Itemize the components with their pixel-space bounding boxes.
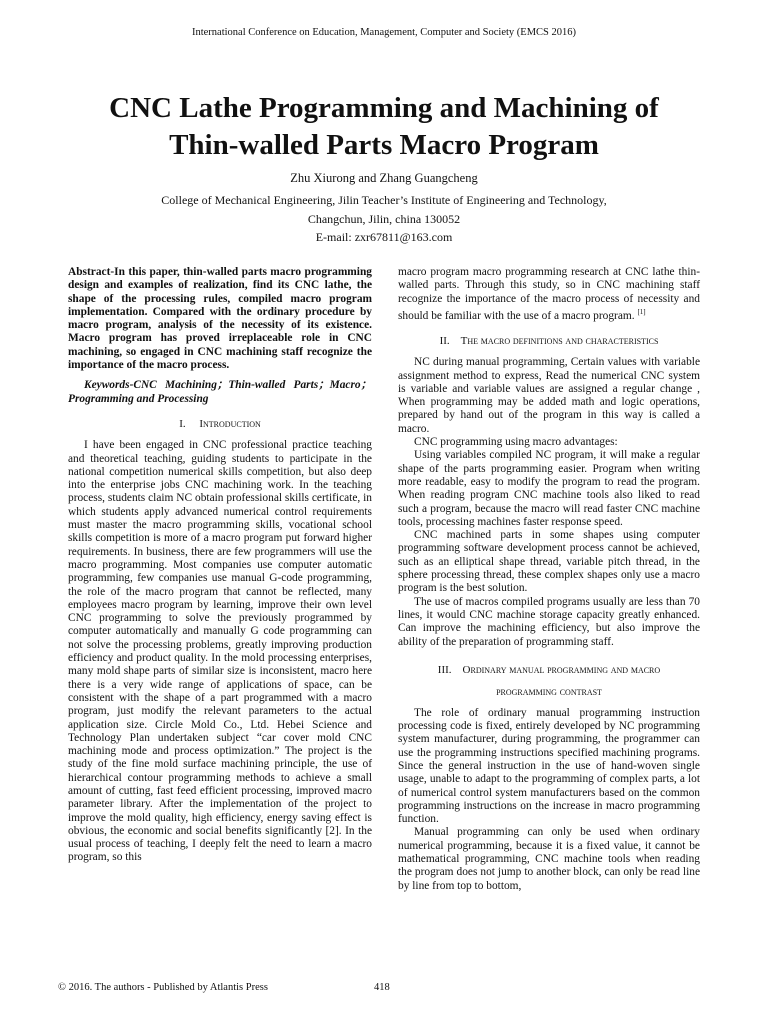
email: E-mail: zxr67811@163.com <box>315 230 453 244</box>
introduction-continued <box>398 266 700 323</box>
copyright-footer: © 2016. The authors - Published by Atlantis Press <box>58 982 268 993</box>
section-1-heading <box>68 418 372 431</box>
section-2-number: II. <box>439 334 450 347</box>
title-line-1: CNC Lathe Programming and Machining of <box>109 92 659 124</box>
section-3-number: III. <box>437 663 452 676</box>
section-2-paragraph-3: Using variables compiled NC program, it will make a regular shape of the parts programming easier. Program when writing more readable, easy to modify the program to read the program. When reading program CNC machine tools also liked to read such a program, because the macro will read faster CNC machine tools, processing machines faster response speed. <box>398 449 700 528</box>
section-1-number: I. <box>179 417 186 430</box>
keywords: Keywords-CNC Machining；Thin-walled Parts；Macro；Programming and Processing <box>68 379 372 405</box>
right-column <box>398 266 700 893</box>
section-2-paragraph-5: The use of macros compiled programs usually are less than 70 lines, it would CNC machine storage capacity greatly enhanced. Can improve the machining efficiency, but also improve the ability of the preparation of programming staff. <box>398 595 700 648</box>
authors: Zhu Xiurong and Zhang Guangcheng <box>290 171 478 185</box>
section-1-title: Introduction <box>199 417 261 430</box>
section-2-heading <box>398 335 700 348</box>
conference-header: International Conference on Education, Management, Computer and Society (EMCS 2016) <box>191 27 577 38</box>
section-2-paragraph-4: CNC machined parts in some shapes using computer programming software development process cannot be achieved, such as an elliptical shape thread, variable pitch thread, in the sphere processing thread, these complex shapes only use a macro program is the best solution. <box>398 529 700 595</box>
left-column <box>68 266 372 865</box>
section-3-paragraph-1: The role of ordinary manual programming instruction processing code is fixed, entirely developed by NC programming system manufacturer, during programming, the programmer can use the programming instructions specified machining programs. Since the general instruction in the use of hand-woven single usage, unable to adapt to the programming of complex parts, a lot of numerical control system manufacturers based on the common programming instructions on the increase in macro programming function. <box>398 706 700 826</box>
affiliation-line-1: College of Mechanical Engineering, Jilin Teacher’s Institute of Engineering and Technology, <box>161 193 607 207</box>
section-2-title: The macro definitions and characteristics <box>460 334 659 347</box>
section-3-paragraph-2: Manual programming can only be used when ordinary numerical programming, because it is a fixed value, it cannot be mathematical programming, CNC machine tools when reading the program does not jump to another block, can only be read line by line from top to bottom, <box>398 826 700 892</box>
section-2-paragraph-2: CNC programming using macro advantages: <box>414 436 618 449</box>
introduction-paragraph: I have been engaged in CNC professional practice teaching and theoretical teaching, guiding students to participate in the national competition numerical skills competition, but also deep into the enterprise jobs CNC machining work. In the teaching process, students claim NC obtain professional skills certificate, in which students apply advanced numerical control requirements must master the macro programming skills, vocational school skills competition is more of a macro program put forward higher requirements. In business, there are few programmers will use the macro programming. Most companies use computer automatic programming, few companies use manual G-code programming, the role of the macro program that cannot be reflected, many employees macro program by learning, improve their own level CNC programming to solve the previously programmed by computer automatically and manually G code programming can not solve the processing problems, greatly improving production efficiency and product quality. In the mold processing enterprises, many mold shape parts of similar size is inconsistent, macro here there is a very wide range of applications of space, can be consistent with the shape of a part programmed with a macro program, just modify the relevant parameters to the actual application size. Circle Mold Co., Ltd. Hebei Science and Technology Plan undertaken subject “car cover mold CNC machining mode and process optimization.” The project is the study of the fine mold surface machining principle, the use of hierarchical contour programming methods to achieve a small amount of cutting, fast feed efficient processing, improved macro parameter library. After the implementation of the project to improve the mold quality, high efficiency, energy saving effect is obvious, the economic and social benefits significantly [2]. In the usual process of teaching, I deeply felt the need to learn a macro program, so this <box>68 439 372 864</box>
section-2-paragraph-1: NC during manual programming, Certain values with variable assignment method to express, Read the numerical CNC system is variable and variable values are assigned a regular change , When programming may be added math and logic operations, prepared by hand out of the program in this way is called a macro. <box>398 356 700 435</box>
introduction-continued-text: macro program macro programming research at CNC lathe thin-walled parts. Through this study, so in CNC machining staff recognize the importance of the macro process of necessity and should be familiar with the use of a macro program. <box>398 266 700 322</box>
section-3-title-line-1: Ordinary manual programming and macro <box>462 663 661 676</box>
affiliation-line-2: Changchun, Jilin, china 130052 <box>307 212 461 226</box>
page-number: 418 <box>374 982 390 993</box>
title-line-2: Thin-walled Parts Macro Program <box>169 129 599 161</box>
abstract: Abstract-In this paper, thin-walled parts macro programming design and examples of realization, find its CNC lathe, the shape of the processing rules, compiled macro program implementation. Compared with the ordinary procedure by macro program, analysis of the necessity of its existence. Macro program has proved irreplaceable role in CNC machining, so engaged in CNC machining staff recognize the importance of the macro process. <box>68 266 372 372</box>
reference-1: [1] <box>637 307 646 316</box>
section-3-heading <box>398 659 700 703</box>
section-3-title-line-2: programming contrast <box>496 685 602 698</box>
paper-title <box>40 90 728 164</box>
affiliation <box>0 191 768 229</box>
